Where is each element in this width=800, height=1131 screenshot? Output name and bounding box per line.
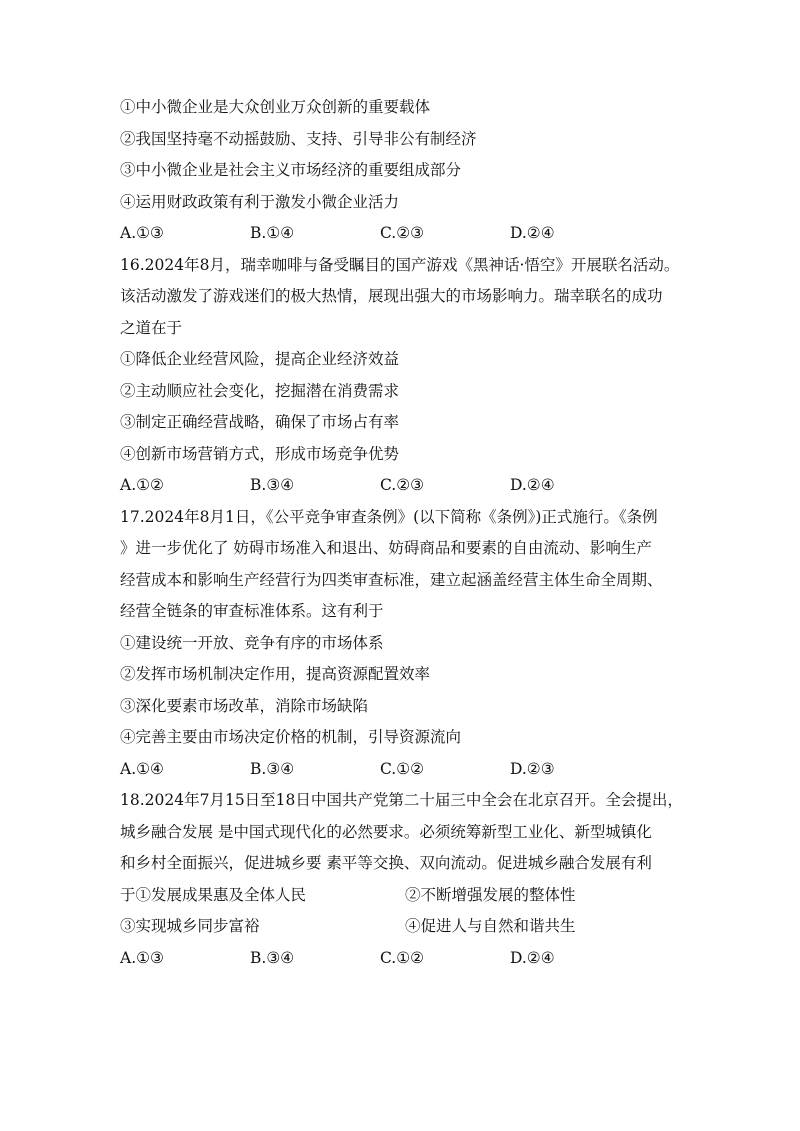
statement-item: ①建设统一开放、竞争有序的市场体系 — [120, 633, 384, 652]
answer-options — [120, 754, 690, 786]
question-stem-line: 该活动激发了游戏迷们的极大热情，展现出强大的市场影响力。瑞幸联名的成功 — [120, 287, 663, 305]
option-c: C.①② — [380, 948, 425, 967]
option-a: A.①② — [120, 476, 164, 494]
answer-options — [120, 218, 690, 250]
question-16 — [120, 250, 690, 502]
statement-item: ③深化要素市场改革，消除市场缺陷 — [120, 696, 369, 715]
option-a: A.①④ — [120, 759, 164, 778]
question-stem-line: 之道在于 — [120, 318, 183, 337]
exam-page — [120, 92, 690, 974]
question-17 — [120, 502, 690, 786]
statement-item: 于①发展成果惠及全体人民 — [120, 885, 307, 904]
question-stem-line: 17.2024年8月1日，《公平竞争审查条例》(以下简称《条例》)正式施行。《条例 — [120, 507, 658, 526]
question-18 — [120, 785, 690, 974]
statement-item: ④完善主要由市场决定价格的机制，引导资源流向 — [120, 728, 462, 746]
question-stem-line: 》进一步优化了 妨碍市场准入和退出、妨碍商品和要素的自由流动、影响生产 — [120, 539, 652, 557]
option-b: B.③④ — [250, 948, 295, 967]
statement-item: ①中小微企业是大众创业万众创新的重要载体 — [120, 98, 431, 116]
option-b: B.①④ — [250, 224, 295, 242]
option-c: C.②③ — [380, 476, 425, 494]
statement-item: ④运用财政政策有利于激发小微企业活力 — [120, 192, 400, 211]
statement-item: ④创新市场营销方式，形成市场竞争优势 — [120, 444, 400, 463]
option-d: D.②④ — [510, 476, 555, 494]
option-b: B.③④ — [250, 476, 295, 494]
option-c: C.②③ — [380, 224, 425, 242]
option-a: A.①③ — [120, 948, 164, 967]
option-d: D.②④ — [510, 224, 555, 242]
statement-item: ③制定正确经营战略，确保了市场占有率 — [120, 413, 400, 431]
option-d: D.②③ — [510, 759, 555, 778]
option-c: C.①② — [380, 759, 425, 778]
question-15 — [120, 92, 690, 250]
question-stem-line: 16.2024年8月，瑞幸咖啡与备受瞩目的国产游戏《黑神话·悟空》开展联名活动。 — [120, 255, 680, 274]
statement-item: ③中小微企业是社会主义市场经济的重要组成部分 — [120, 161, 462, 179]
question-stem-line: 和乡村全面振兴，促进城乡要 素平等交换、双向流动。促进城乡融合发展有利 — [120, 854, 652, 872]
statement-item: ①降低企业经营风险，提高企业经济效益 — [120, 350, 400, 368]
statement-pair — [120, 911, 690, 943]
question-stem-line: 经营全链条的审查标准体系。这有利于 — [120, 602, 384, 620]
statement-pair — [120, 880, 690, 912]
statement-item: ②不断增强发展的整体性 — [405, 885, 576, 904]
option-b: B.③④ — [250, 759, 295, 778]
statement-item: ③实现城乡同步富裕 — [120, 917, 260, 935]
statement-item: ②我国坚持毫不动摇鼓励、支持、引导非公有制经济 — [120, 129, 477, 148]
question-stem-line: 18.2024年7月15日至18日中国共产党第二十届三中全会在北京召开。全会提出， — [120, 791, 683, 809]
answer-options — [120, 943, 690, 975]
answer-options — [120, 470, 690, 502]
option-d: D.②④ — [510, 948, 555, 967]
statement-item: ②主动顺应社会变化，挖掘潜在消费需求 — [120, 381, 400, 400]
question-stem-line: 城乡融合发展 是中国式现代化的必然要求。必须统筹新型工业化、新型城镇化 — [120, 822, 652, 841]
question-stem-line: 经营成本和影响生产经营行为四类审查标准，建立起涵盖经营主体生命全周期、 — [120, 570, 663, 589]
option-a: A.①③ — [120, 224, 164, 242]
statement-item: ②发挥市场机制决定作用，提高资源配置效率 — [120, 665, 431, 683]
statement-item: ④促进人与自然和谐共生 — [405, 917, 576, 935]
